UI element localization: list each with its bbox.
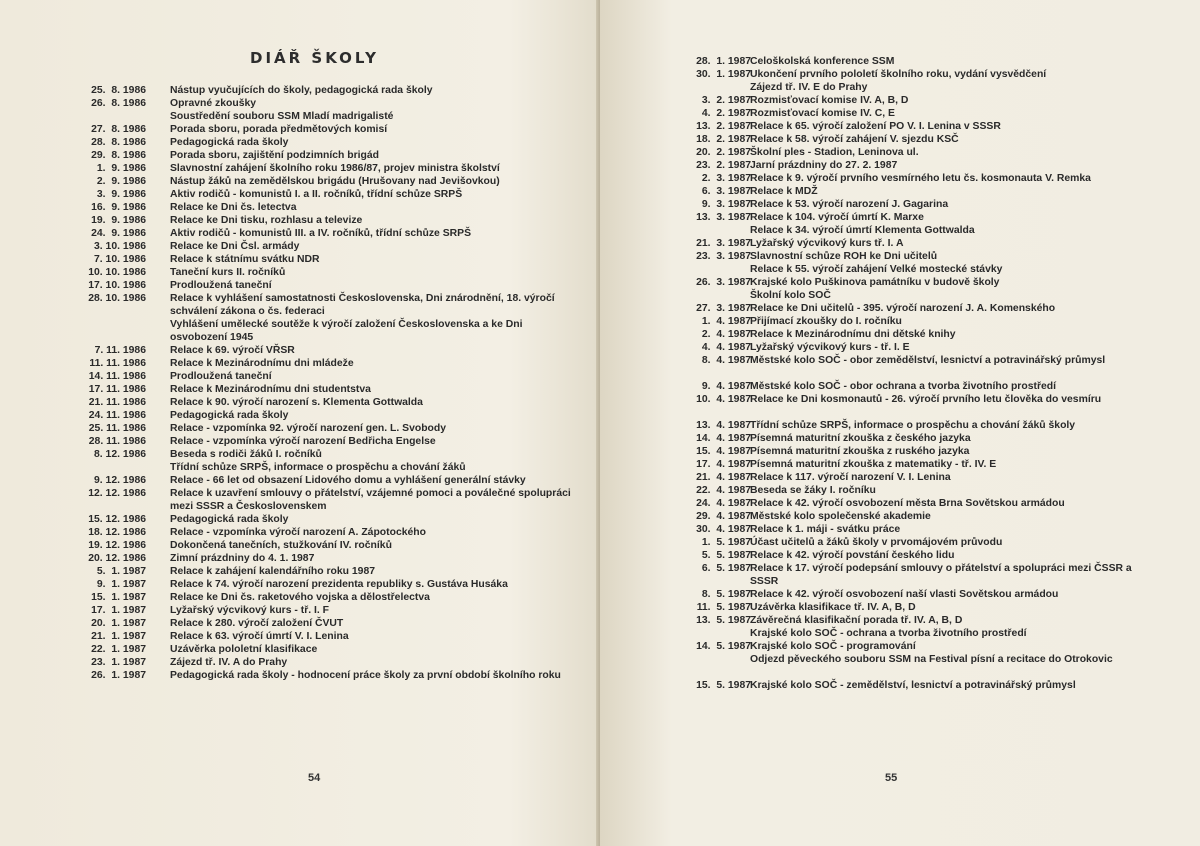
entry-text: Zájezd tř. IV. A do Prahy <box>170 657 288 668</box>
entry-text: Rozmisťovací komise IV. C, E <box>750 108 895 119</box>
entry-text: Celoškolská konference SSM <box>750 56 895 67</box>
entry-text: Porada sboru, zajištění podzimních brigád <box>170 150 379 161</box>
entry-date: 26. 1. 1987 <box>91 670 146 681</box>
entry-date: 8. 5. 1987 <box>701 589 751 600</box>
entry-text: Jarní prázdniny do 27. 2. 1987 <box>750 160 898 171</box>
entry-date: 7. 11. 1986 <box>94 345 146 356</box>
entry-text: Prodloužená taneční <box>170 371 272 382</box>
entry-text: Relace k 280. výročí založení ČVUT <box>170 618 344 629</box>
entry-text: Rozmisťovací komise IV. A, B, D <box>750 95 909 106</box>
entry-date: 13. 3. 1987 <box>696 212 751 223</box>
entry-date: 17. 11. 1986 <box>88 384 146 395</box>
entry-date: 27. 8. 1986 <box>91 124 146 135</box>
entry-date: 10. 4. 1987 <box>696 394 751 405</box>
entry-text: Slavnostní schůze ROH ke Dni učitelů <box>750 251 938 262</box>
entry-date: 15. 4. 1987 <box>696 446 751 457</box>
entry-date: 22. 1. 1987 <box>91 644 146 655</box>
entry-date: 16. 9. 1986 <box>91 202 146 213</box>
entry-date: 17. 1. 1987 <box>91 605 146 616</box>
entry-text: Nástup žáků na zemědělskou brigádu (Hrušovany nad Jevišovkou) <box>170 176 500 187</box>
right-page <box>600 0 1200 846</box>
entry-date: 29. 8. 1986 <box>91 150 146 161</box>
entry-text: Přijímací zkoušky do I. ročníku <box>750 316 902 327</box>
entry-text: Relace k 42. výročí povstání českého lidu <box>750 550 955 561</box>
entry-date: 6. 5. 1987 <box>701 563 751 574</box>
entry-text: Relace k 117. výročí narození V. I. Lenina <box>750 472 951 483</box>
entry-date: 28. 10. 1986 <box>88 293 146 304</box>
entry-text: Relace ke Dni tisku, rozhlasu a televize <box>170 215 363 226</box>
entry-date: 26. 3. 1987 <box>696 277 751 288</box>
entry-date: 9. 4. 1987 <box>701 381 751 392</box>
entry-date: 30. 1. 1987 <box>696 69 751 80</box>
entry-date: 25. 11. 1986 <box>88 423 146 434</box>
entry-date: 7. 10. 1986 <box>94 254 146 265</box>
entry-text: Pedagogická rada školy <box>170 410 289 421</box>
entry-date: 23. 2. 1987 <box>696 160 751 171</box>
entry-date: 5. 5. 1987 <box>701 550 751 561</box>
entry-date: 23. 3. 1987 <box>696 251 751 262</box>
entry-date: 3. 10. 1986 <box>94 241 146 252</box>
entry-date: 10. 10. 1986 <box>88 267 146 278</box>
entry-text: Městské kolo společenské akademie <box>750 511 931 522</box>
entry-date: 19. 9. 1986 <box>91 215 146 226</box>
entry-text: Relace k 42. výročí osvobození města Brna Sovětskou armádou <box>750 498 1065 509</box>
entry-text: Lyžařský výcvikový kurs - tř. I. E <box>750 342 910 353</box>
entry-text: Vyhlášení umělecké soutěže k výročí založení Československa a ke Dni osvobození 1945 <box>170 319 523 343</box>
entry-text: Třídní schůze SRPŠ, informace o prospěchu a chování žáků <box>170 462 466 473</box>
entry-text: Relace ke Dni čs. raketového vojska a dělostřelectva <box>170 592 430 603</box>
entry-text: Lyžařský výcvikový kurs tř. I. A <box>750 238 904 249</box>
entry-text: Relace ke Dni učitelů - 395. výročí narození J. A. Komenského <box>750 303 1056 314</box>
entry-date: 24. 4. 1987 <box>696 498 751 509</box>
entry-date: 11. 5. 1987 <box>696 602 751 613</box>
entry-date: 2. 3. 1987 <box>701 173 751 184</box>
entry-text: Relace k MDŽ <box>750 186 818 197</box>
entry-text: Písemná maturitní zkouška z českého jazyka <box>750 433 971 444</box>
entry-text: Uzávěrka klasifikace tř. IV. A, B, D <box>750 602 916 613</box>
entry-date: 24. 9. 1986 <box>91 228 146 239</box>
entry-date: 21. 4. 1987 <box>696 472 751 483</box>
entry-text: Ukončení prvního pololetí školního roku, vydání vysvědčení <box>750 69 1047 80</box>
entry-date: 18. 12. 1986 <box>88 527 146 538</box>
entry-text: Relace k uzavření smlouvy o přátelství, vzájemné pomoci a poválečné spolupráci mezi SSSR a Československem <box>170 488 571 512</box>
entry-date: 28. 8. 1986 <box>91 137 146 148</box>
entry-text: Relace k 9. výročí prvního vesmírného letu čs. kosmonauta V. Remka <box>750 173 1091 184</box>
entry-date: 17. 10. 1986 <box>88 280 146 291</box>
page-number-right: 55 <box>885 772 898 784</box>
entry-date: 25. 8. 1986 <box>91 85 146 96</box>
entry-date: 2. 9. 1986 <box>96 176 146 187</box>
entry-date: 17. 4. 1987 <box>696 459 751 470</box>
entry-text: Relace k 1. máji - svátku práce <box>750 524 901 535</box>
entry-text: Slavnostní zahájení školního roku 1986/87, projev ministra školství <box>170 163 500 174</box>
entry-text: Pedagogická rada školy - hodnocení práce školy za první období školního roku <box>170 670 561 681</box>
entry-date: 9. 3. 1987 <box>701 199 751 210</box>
entry-date: 1. 9. 1986 <box>96 163 146 174</box>
entry-date: 13. 2. 1987 <box>696 121 751 132</box>
entry-text: Zájezd tř. IV. E do Prahy <box>750 82 868 93</box>
entry-text: Krajské kolo SOČ - zemědělství, lesnictví a potravinářský průmysl <box>750 680 1076 691</box>
entry-text: Písemná maturitní zkouška z ruského jazyka <box>750 446 970 457</box>
entry-date: 21. 1. 1987 <box>91 631 146 642</box>
entry-text: Městské kolo SOČ - obor zemědělství, lesnictví a potravinářský průmysl <box>750 355 1106 366</box>
entry-text: Relace k 104. výročí úmrtí K. Marxe <box>750 212 924 223</box>
entry-date: 19. 12. 1986 <box>88 540 146 551</box>
entry-text: Beseda se žáky I. ročníku <box>750 485 876 496</box>
entry-text: Aktiv rodičů - komunistů I. a II. ročníků, třídní schůze SRPŠ <box>170 189 463 200</box>
entry-text: Opravné zkoušky <box>170 98 257 109</box>
entry-date: 9. 12. 1986 <box>94 475 146 486</box>
entry-date: 1. 4. 1987 <box>701 316 751 327</box>
entry-text: Relace ke Dni kosmonautů - 26. výročí prvního letu člověka do vesmíru <box>750 394 1102 405</box>
entry-text: Prodloužená taneční <box>170 280 272 291</box>
entry-text: Nástup vyučujících do školy, pedagogická rada školy <box>170 85 433 96</box>
entry-text: Třídní schůze SRPŠ, informace o prospěchu a chování žáků školy <box>750 420 1076 431</box>
entry-text: Písemná maturitní zkouška z matematiky - tř. IV. E <box>750 459 997 470</box>
entry-text: Městské kolo SOČ - obor ochrana a tvorba životního prostředí <box>750 381 1056 392</box>
entry-date: 22. 4. 1987 <box>696 485 751 496</box>
entry-text: Relace k 55. výročí zahájení Velké mostecké stávky <box>750 264 1003 275</box>
entry-text: Pedagogická rada školy <box>170 514 289 525</box>
entry-text: Odjezd pěveckého souboru SSM na Festival písní a recitace do Otrokovic <box>750 654 1113 665</box>
entry-date: 29. 4. 1987 <box>696 511 751 522</box>
entry-date: 20. 1. 1987 <box>91 618 146 629</box>
entry-text: Soustředění souboru SSM Mladí madrigalisté <box>170 111 394 122</box>
entry-text: Relace k 63. výročí úmrtí V. I. Lenina <box>170 631 349 642</box>
entry-date: 28. 11. 1986 <box>88 436 146 447</box>
entry-text: Relace k 17. výročí podepsání smlouvy o přátelství a spolupráci mezi ČSSR a SSSR <box>750 563 1132 587</box>
entry-date: 27. 3. 1987 <box>696 303 751 314</box>
entry-text: Relace - vzpomínka 92. výročí narození gen. L. Svobody <box>170 423 447 434</box>
entry-text: Zimní prázdniny do 4. 1. 1987 <box>170 553 315 564</box>
entry-date: 14. 4. 1987 <box>696 433 751 444</box>
entry-text: Relace k 74. výročí narození prezidenta republiky s. Gustáva Husáka <box>170 579 508 590</box>
entry-date: 15. 12. 1986 <box>88 514 146 525</box>
entry-text: Relace k 34. výročí úmrtí Klementa Gottwalda <box>750 225 975 236</box>
entry-date: 3. 9. 1986 <box>96 189 146 200</box>
entry-date: 6. 3. 1987 <box>701 186 751 197</box>
entry-text: Lyžařský výcvikový kurs - tř. I. F <box>170 605 330 616</box>
entry-text: Relace k 53. výročí narození J. Gagarina <box>750 199 949 210</box>
entry-text: Školní kolo SOČ <box>750 290 831 301</box>
entry-date: 11. 11. 1986 <box>89 358 146 369</box>
entry-text: Závěrečná klasifikační porada tř. IV. A, B, D <box>750 615 963 626</box>
entry-date: 2. 4. 1987 <box>701 329 751 340</box>
entry-date: 4. 2. 1987 <box>701 108 751 119</box>
entry-date: 21. 11. 1986 <box>88 397 146 408</box>
entry-text: Relace k Mezinárodnímu dni mládeže <box>170 358 354 369</box>
entry-text: Relace ke Dni čs. letectva <box>170 202 297 213</box>
entry-text: Účast učitelů a žáků školy v prvomájovém průvodu <box>750 537 1003 548</box>
entry-date: 15. 5. 1987 <box>696 680 751 691</box>
entry-date: 15. 1. 1987 <box>91 592 146 603</box>
entry-date: 30. 4. 1987 <box>696 524 751 535</box>
entry-date: 4. 4. 1987 <box>701 342 751 353</box>
entry-text: Relace ke Dni Čsl. armády <box>170 241 300 252</box>
entry-text: Pedagogická rada školy <box>170 137 289 148</box>
entry-text: Beseda s rodiči žáků I. ročníků <box>170 449 322 460</box>
entry-date: 18. 2. 1987 <box>696 134 751 145</box>
entry-text: Relace - 66 let od obsazení Lidového domu a vyhlášení generální stávky <box>170 475 526 486</box>
entry-date: 9. 1. 1987 <box>96 579 146 590</box>
entry-date: 12. 12. 1986 <box>88 488 146 499</box>
entry-text: Relace k 90. výročí narození s. Klementa Gottwalda <box>170 397 423 408</box>
entry-date: 23. 1. 1987 <box>91 657 146 668</box>
entry-text: Relace k vyhlášení samostatnosti Československa, Dni znárodnění, 18. výročí schválení zákona o čs. federaci <box>170 293 555 317</box>
entry-text: Krajské kolo Puškinova památníku v budově školy <box>750 277 1000 288</box>
entry-text: Relace k 58. výročí zahájení V. sjezdu KSČ <box>750 134 959 145</box>
entry-text: Relace k 65. výročí založení PO V. I. Lenina v SSSR <box>750 121 1001 132</box>
entry-date: 20. 12. 1986 <box>88 553 146 564</box>
entry-date: 13. 5. 1987 <box>696 615 751 626</box>
entry-text: Relace k Mezinárodnímu dni studentstva <box>170 384 371 395</box>
entry-date: 20. 2. 1987 <box>696 147 751 158</box>
entry-date: 5. 1. 1987 <box>96 566 146 577</box>
entry-text: Relace k 42. výročí osvobození naší vlasti Sovětskou armádou <box>750 589 1059 600</box>
entry-date: 14. 5. 1987 <box>696 641 751 652</box>
page-number-left: 54 <box>308 772 321 784</box>
entry-date: 26. 8. 1986 <box>91 98 146 109</box>
entry-text: Relace - vzpomínka výročí narození A. Zápotockého <box>170 527 426 538</box>
entry-text: Krajské kolo SOČ - ochrana a tvorba životního prostředí <box>750 628 1027 639</box>
entry-text: Relace k 69. výročí VŘSR <box>170 345 295 356</box>
entry-text: Taneční kurs II. ročníků <box>170 267 286 278</box>
entry-text: Dokončená tanečních, stužkování IV. ročníků <box>170 540 392 551</box>
entry-date: 8. 4. 1987 <box>701 355 751 366</box>
entry-text: Školní ples - Stadion, Leninova ul. <box>750 147 919 158</box>
page-title: DIÁŘ ŠKOLY <box>250 49 380 67</box>
entry-date: 1. 5. 1987 <box>701 537 751 548</box>
entry-date: 24. 11. 1986 <box>88 410 146 421</box>
entry-text: Porada sboru, porada předmětových komisí <box>170 124 388 135</box>
entry-date: 28. 1. 1987 <box>696 56 751 67</box>
entry-date: 13. 4. 1987 <box>696 420 751 431</box>
entry-text: Krajské kolo SOČ - programování <box>750 641 916 652</box>
entry-date: 3. 2. 1987 <box>701 95 751 106</box>
entry-date: 14. 11. 1986 <box>88 371 146 382</box>
entry-text: Relace k zahájení kalendářního roku 1987 <box>170 566 376 577</box>
entry-text: Relace k státnímu svátku NDR <box>170 254 320 265</box>
entry-text: Aktiv rodičů - komunistů III. a IV. ročníků, třídní schůze SRPŠ <box>170 228 472 239</box>
entry-text: Uzávěrka pololetní klasifikace <box>170 644 318 655</box>
entry-date: 8. 12. 1986 <box>94 449 146 460</box>
entry-text: Relace k Mezinárodnímu dni dětské knihy <box>750 329 956 340</box>
entry-text: Relace - vzpomínka výročí narození Bedřicha Engelse <box>170 436 436 447</box>
entry-date: 21. 3. 1987 <box>696 238 751 249</box>
